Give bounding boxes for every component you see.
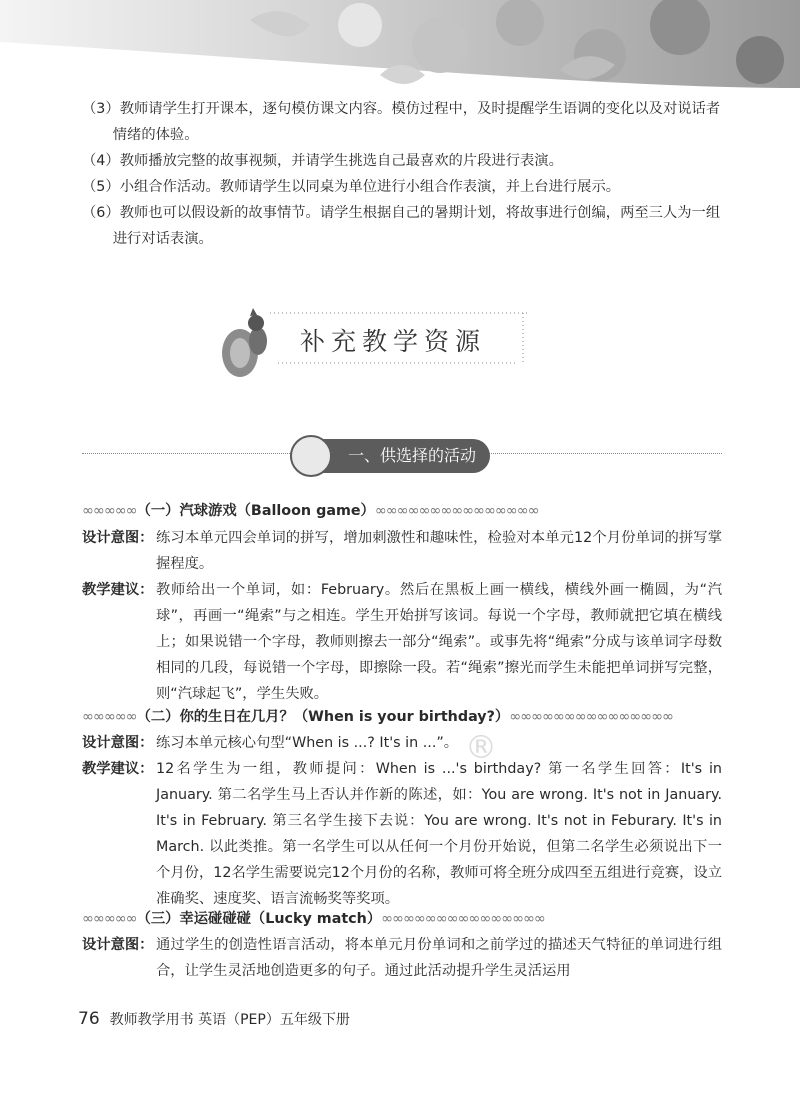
decorative-floral-banner <box>0 0 800 95</box>
intro-item-5: （5）小组合作活动。教师请学生以同桌为单位进行小组合作表演，并上台进行展示。 <box>82 179 621 195</box>
teaching-suggestion-label: 教学建议： <box>82 761 154 777</box>
book-title: 教师教学用书 英语（PEP）五年级下册 <box>109 1012 350 1028</box>
page-footer <box>78 1009 350 1029</box>
teaching-suggestion-text: 教师给出一个单词，如：February。然后在黑板上画一横线，横线外画一椭圆，为“汽球”，再画一“绳索”与之相连。学生开始拼写该词。每说一个字母，教师就把它填在横线上；如果说错一个字母，教师则擦去一部分“绳索”。或事先将“绳索”分成与该单词字母数相同的几段，每说错一个字母，即擦除一段。若“绳索”擦光而学生未能把单词拼写完整，则“汽球起飞”，学生失败。 <box>156 582 722 702</box>
squirrel-illustration <box>222 308 267 377</box>
intro-item-4: （4）教师播放完整的故事视频，并请学生挑选自己最喜欢的片段进行表演。 <box>82 153 563 169</box>
design-intent-text: 练习本单元四会单词的拼写，增加刺激性和趣味性，检验对本单元12个月份单词的拼写掌握程度。 <box>156 530 722 572</box>
registered-watermark: ® <box>465 728 497 766</box>
design-intent-text: 通过学生的创造性语言活动，将本单元月份单词和之前学过的描述天气特征的单词进行组合，让学生灵活地创造更多的句子。通过此活动提升学生灵活运用 <box>156 937 722 979</box>
page-number: 76 <box>78 1009 100 1029</box>
activities-heading: 一、供选择的活动 <box>348 446 477 465</box>
intro-item-6: （6）教师也可以假设新的故事情节。请学生根据自己的暑期计划，将故事进行创编，两至三人为一组进行对话表演。 <box>82 205 721 247</box>
teaching-suggestion-text: 12名学生为一组，教师提问：When is ...'s birthday? 第一名学生回答：It's in January. 第二名学生马上否认并作新的陈述，如：You are wrong. It's not in January. It's in February. 第三名学生接下去说：You are wrong. It's not in Feburary. It's in March. 以此类推。第一名学生可以从任何一个月份开始说，但第二名学生必须说出下一个月份，12名学生需要说完12个月份的名称，教师可将全班分成四至五组进行竞赛，设立准确奖、速度奖、语言流畅奖等奖项。 <box>156 761 722 907</box>
resource-title: 补充教学资源 <box>300 327 487 356</box>
intro-item-3: （3）教师请学生打开课本，逐句模仿课文内容。模仿过程中，及时提醒学生语调的变化以及对说话者情绪的体验。 <box>82 101 721 143</box>
design-intent-text: 练习本单元核心句型“When is ...? It's in ...”。 <box>156 735 459 751</box>
activities-heading-pill <box>290 439 490 473</box>
design-intent-label: 设计意图： <box>82 937 154 953</box>
design-intent-label: 设计意图： <box>82 735 154 751</box>
section-3-heading: ∞∞∞∞∞（三）幸运碰碰碰（Lucky match）∞∞∞∞∞∞∞∞∞∞∞∞∞∞∞ <box>82 911 545 927</box>
section-1-heading: ∞∞∞∞∞（一）汽球游戏（Balloon game）∞∞∞∞∞∞∞∞∞∞∞∞∞∞∞ <box>82 503 539 519</box>
mascot-badge-icon <box>290 435 332 477</box>
section-2-heading: ∞∞∞∞∞（二）你的生日在几月？（When is your birthday?）∞∞∞∞∞∞∞∞∞∞∞∞∞∞∞ <box>82 709 673 725</box>
design-intent-label: 设计意图： <box>82 530 154 546</box>
teaching-suggestion-label: 教学建议： <box>82 582 154 598</box>
